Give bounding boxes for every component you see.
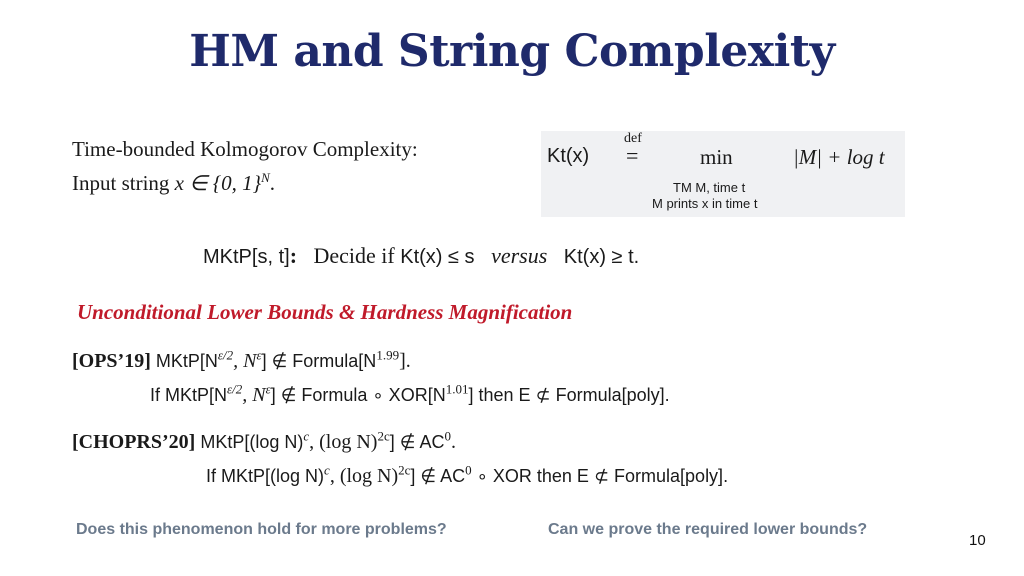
definition-under-1: TM M, time t [673, 180, 746, 195]
result-ops19-mid: , N [233, 350, 257, 372]
result-ops19-sup-1: ε/2 [217, 347, 234, 363]
result-choprs20-if-line [206, 462, 729, 488]
definition-equals: = [626, 143, 639, 168]
intro-line-2 [72, 171, 275, 196]
question-1: Does this phenomenon hold for more problems? [76, 521, 447, 538]
intro-line-2-end: . [269, 171, 276, 195]
result-choprs20-if-b: , (log N) [329, 465, 399, 487]
result-ops19-if-line [150, 381, 670, 407]
result-ops19-main: MKtP[N [155, 351, 218, 371]
section-heading: Unconditional Lower Bounds & Hardness Magnification [77, 300, 573, 324]
result-choprs20-main: MKtP[(log N) [200, 432, 304, 452]
result-ops19-if-a: If MKtP[N [150, 385, 228, 405]
result-ops19-sup-2: ε [256, 347, 262, 363]
result-ops19-sup-3: 1.99 [376, 347, 400, 363]
result-choprs20-end: . [450, 431, 456, 453]
intro-line-2-math: x ∈ {0, 1} [174, 171, 262, 195]
question-2: Can we prove the required lower bounds? [548, 521, 868, 538]
result-choprs20-if-sup-1: c [324, 462, 330, 478]
result-ops19-if-sup-1: ε/2 [227, 381, 243, 397]
intro-line-2-prefix: Input string [72, 171, 175, 195]
intro-line-1: Time-bounded Kolmogorov Complexity: [72, 137, 418, 161]
result-choprs20-line [72, 428, 456, 454]
definition-min: min [700, 145, 733, 169]
result-choprs20-cite: [CHOPRS’20] [72, 431, 196, 453]
result-ops19-if-sup-2: ε [265, 381, 271, 397]
result-choprs20-if-a: If MKtP[(log N) [206, 466, 325, 486]
result-choprs20-sup-3: 0 [444, 428, 451, 444]
result-choprs20-mid: , (log N) [309, 431, 378, 453]
page-number: 10 [969, 532, 986, 549]
result-ops19-if-sup-3: 1.01 [445, 381, 469, 397]
result-choprs20-sup-2: 2c [377, 428, 390, 444]
definition-def-label: def [624, 131, 642, 146]
result-choprs20-if-sup-2: 2c [398, 462, 411, 478]
definition-under-2: M prints x in time t [652, 196, 758, 211]
intro-line-2-sup: N [261, 170, 270, 185]
slide-title: HM and String Complexity [189, 26, 835, 77]
problem-line [203, 243, 639, 269]
problem-kt-1: Kt(x) ≤ s [400, 246, 475, 268]
result-ops19-if-b: , N [242, 384, 266, 406]
problem-kt-2: Kt(x) ≥ t. [563, 246, 640, 268]
problem-decide: Decide if [313, 243, 395, 268]
result-choprs20-rest: ] ∉ AC [389, 432, 445, 452]
result-ops19-line [72, 347, 411, 373]
definition-lhs: Kt(x) [547, 145, 590, 167]
problem-versus: versus [491, 243, 548, 268]
result-choprs20-if-c: ] ∉ AC [410, 466, 466, 486]
result-choprs20-if-d: ∘ XOR then E ⊄ Formula[poly]. [471, 466, 729, 486]
result-ops19-end: ]. [399, 350, 411, 372]
problem-name: MKtP[s, t] [203, 246, 290, 268]
result-ops19-cite: [OPS’19] [72, 350, 151, 372]
problem-colon: : [289, 243, 298, 268]
result-choprs20-sup-1: c [303, 428, 310, 444]
result-choprs20-if-sup-3: 0 [465, 462, 472, 478]
result-ops19-if-d: ] then E ⊄ Formula[poly]. [468, 385, 670, 405]
result-ops19-if-c: ] ∉ Formula ∘ XOR[N [270, 385, 446, 405]
definition-rhs: |M| + log t [793, 145, 885, 169]
result-ops19-rest: ] ∉ Formula[N [261, 351, 377, 371]
